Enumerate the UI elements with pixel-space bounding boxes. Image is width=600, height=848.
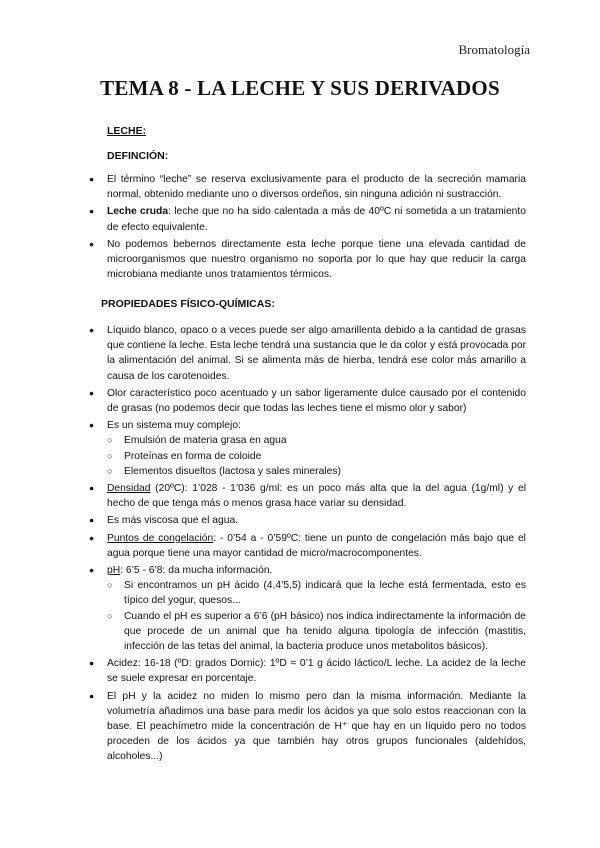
- list-item: ● No podemos bebernos directamente esta leche porque tiene una elevada cantidad de microorganismos que nuestro organismo no soporta por lo que hay que reducir la carga microbiana mediante unos tratamientos térmicos.: [107, 237, 526, 283]
- sublist-item: ○ Proteínas en forma de coloide: [124, 449, 526, 464]
- list-item: ● pH: 6’5 - 6’8: da mucha información. ○ Si encontramos un pH ácido (4,4’5,5) indicará que la leche está fermentada, esto es típico del yogur, quesos... ○ Cuando el pH es superior a 6’6 (pH básico) nos indica indirectamente la información de que procede de un animal que ha tenido alguna tipología de infección (mastitis, infección de las tetas del animal, la bacteria produce unos metabolitos básicos).: [107, 563, 526, 654]
- sublist-item: ○ Elementos disueltos (lactosa y sales minerales): [124, 464, 526, 479]
- definition-list: [89, 172, 526, 284]
- list-item: ● Acidez: 16-18 (ºD: grados Dornic): 1ºD = 0’1 g ácido láctico/L leche. La acidez de la leche se suele expresar en porcentaje.: [107, 656, 526, 686]
- list-item: ● Es un sistema muy complejo: ○ Emulsión de materia grasa en agua ○ Proteínas en forma de coloide ○ Elementos disueltos (lactosa y sales minerales): [107, 418, 526, 479]
- section-heading-leche: LECHE:: [107, 125, 147, 137]
- subheading-definicion: DEFINCIÓN:: [107, 150, 169, 162]
- sublist-item: ○ Emulsión de materia grasa en agua: [124, 433, 526, 448]
- term-ph: pH: [107, 565, 121, 577]
- properties-list: [89, 323, 526, 767]
- list-item: ● El término “leche” se reserva exclusivamente para el producto de la secreción mamaria normal, obtenido mediante uno o diversos ordeños, sin ninguna adición ni sustracción.: [107, 172, 526, 202]
- list-item: ● El pH y la acidez no miden lo mismo pero dan la misma información. Mediante la volumetría añadimos una base para medir los ácidos ya que solo estos reaccionan con la base. El peachímetro mide la concentración de H⁺ que hay en un líquido pero no todos proceden de los ácidos ya que también hay otros grupos funcionales (aldehídos, alcoholes...): [107, 689, 526, 765]
- term-puntos-congelacion: Puntos de congelación: [107, 532, 214, 544]
- sublist-item: ○ Cuando el pH es superior a 6’6 (pH básico) nos indica indirectamente la información de que procede de un animal que ha tenido alguna tipología de infección (mastitis, infección de las tetas del animal, la bacteria produce unos metabolitos básicos).: [124, 609, 526, 655]
- list-item: ● Líquido blanco, opaco o a veces puede ser algo amarillenta debido a la cantidad de grasas que contiene la leche. Esta leche tendrá una sustancia que le da color y está provocada por la alimentación del animal. Si se alimenta más de hierba, tendrá ese color más amarillo a causa de los carotenoides.: [107, 323, 526, 384]
- complex-system-sublist: [107, 433, 526, 479]
- list-item: ● Puntos de congelación: - 0’54 a - 0’59ºC: tiene un punto de congelación más bajo que el agua porque tiene una mayor cantidad de micro/macrocomponentes.: [107, 531, 526, 561]
- list-item: ● Olor característico poco acentuado y un sabor ligeramente dulce causado por el contenido de grasas (no podemos decir que todas las leches tiene el mismo olor y sabor): [107, 386, 526, 416]
- term-leche-cruda: Leche cruda: [107, 206, 169, 218]
- ph-sublist: [107, 578, 526, 654]
- list-item: ● Leche cruda: leche que no ha sido calentada a más de 40ºC ni sometida a un tratamiento de efecto equivalente.: [107, 204, 526, 234]
- section-heading-propiedades: PROPIEDADES FÍSICO-QUÍMICAS:: [101, 298, 275, 310]
- page-title: TEMA 8 - LA LECHE Y SUS DERIVADOS: [100, 76, 500, 100]
- subject-header: Bromatología: [458, 42, 530, 57]
- list-item: ● Es más viscosa que el agua.: [107, 513, 526, 528]
- sublist-item: ○ Si encontramos un pH ácido (4,4’5,5) indicará que la leche está fermentada, esto es típico del yogur, quesos...: [124, 578, 526, 608]
- list-item: ● Densidad (20ºC): 1’028 - 1’036 g/ml: es un poco más alta que la del agua (1g/ml) y el hecho de que tenga más o menos grasa hace variar su densidad.: [107, 481, 526, 511]
- term-densidad: Densidad: [107, 483, 151, 495]
